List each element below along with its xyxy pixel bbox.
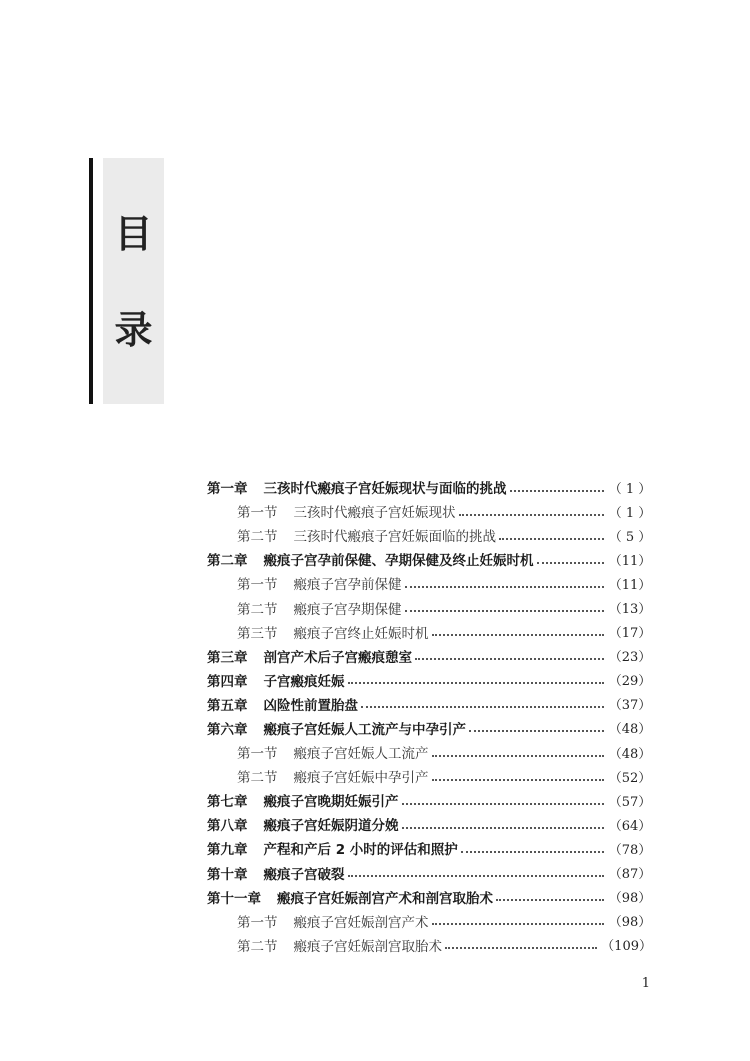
toc-entry-label: 第八章 [207, 818, 248, 835]
toc-entry-label: 第十一章 [207, 890, 261, 907]
toc-entry-title: 剖宫产术后子宫瘢痕憩室 [263, 649, 412, 666]
toc-dot-leader [402, 802, 605, 805]
toc-entry-title: 瘢痕子宫终止妊娠时机 [293, 625, 429, 642]
toc-dot-leader [405, 609, 605, 612]
toc-chapter-entry[interactable] [207, 692, 652, 716]
toc-entry-page: （11） [608, 577, 652, 593]
toc-entry-title: 瘢痕子宫孕前保健、孕期保健及终止妊娠时机 [263, 553, 534, 570]
toc-dot-leader [405, 585, 605, 588]
toc-entry-page: （ 1 ） [608, 481, 652, 497]
toc-entry-label: 第二节 [237, 529, 278, 546]
toc-entry-title: 凶险性前置胎盘 [263, 697, 358, 714]
toc-chapter-entry[interactable] [207, 668, 652, 692]
toc-entry-page: （37） [608, 698, 652, 714]
toc-entry-title: 瘢痕子宫妊娠阴道分娩 [263, 818, 399, 835]
toc-entry-page: （52） [608, 770, 652, 786]
toc-dot-leader [537, 561, 605, 564]
toc-dot-leader [432, 633, 605, 636]
toc-chapter-entry[interactable] [207, 644, 652, 668]
toc-entry-page: （ 1 ） [608, 505, 652, 521]
toc-dot-leader [432, 778, 605, 781]
toc-entry-label: 第一节 [237, 505, 278, 522]
toc-entry-title: 产程和产后 2 小时的评估和照护 [263, 842, 458, 859]
title-accent-bar [89, 158, 93, 404]
toc-entry-title: 三孩时代瘢痕子宫妊娠面临的挑战 [293, 529, 496, 546]
toc-section-entry[interactable] [207, 764, 652, 788]
toc-dot-leader [496, 898, 604, 901]
toc-entry-title: 子宫瘢痕妊娠 [263, 673, 345, 690]
toc-entry-label: 第六章 [207, 721, 248, 738]
toc-entry-page: （87） [608, 867, 652, 883]
toc-dot-leader [459, 513, 605, 516]
toc-section-entry[interactable] [207, 909, 652, 933]
toc-entry-page: （109） [601, 939, 652, 955]
toc-dot-leader [510, 489, 605, 492]
toc-entry-page: （57） [608, 794, 652, 810]
toc-section-entry[interactable] [207, 595, 652, 619]
table-of-contents [207, 475, 652, 957]
toc-section-entry[interactable] [207, 933, 652, 957]
toc-dot-leader [348, 681, 605, 684]
toc-chapter-entry[interactable] [207, 812, 652, 836]
toc-entry-label: 第十章 [207, 866, 248, 883]
toc-entry-page: （11） [608, 553, 652, 569]
toc-entry-title: 三孩时代瘢痕子宫妊娠现状 [293, 505, 456, 522]
toc-entry-title: 瘢痕子宫破裂 [263, 866, 345, 883]
toc-entry-page: （48） [608, 746, 652, 762]
toc-entry-label: 第二节 [237, 601, 278, 618]
toc-entry-page: （ 5 ） [608, 529, 652, 545]
page-number: 1 [641, 976, 650, 991]
toc-section-entry[interactable] [207, 571, 652, 595]
toc-dot-leader [432, 754, 605, 757]
toc-entry-label: 第九章 [207, 842, 248, 859]
title-panel [103, 158, 164, 404]
toc-chapter-entry[interactable] [207, 475, 652, 499]
toc-entry-title: 瘢痕子宫妊娠剖宫产术和剖宫取胎术 [277, 890, 493, 907]
toc-section-entry[interactable] [207, 620, 652, 644]
toc-dot-leader [445, 946, 597, 949]
toc-entry-title: 三孩时代瘢痕子宫妊娠现状与面临的挑战 [263, 481, 507, 498]
toc-entry-title: 瘢痕子宫孕期保健 [293, 601, 402, 618]
toc-dot-leader [402, 826, 605, 829]
toc-entry-label: 第二节 [237, 938, 278, 955]
toc-chapter-entry[interactable] [207, 788, 652, 812]
toc-section-entry[interactable] [207, 499, 652, 523]
toc-entry-page: （13） [608, 602, 652, 618]
toc-entry-page: （48） [608, 722, 652, 738]
toc-dot-leader [461, 850, 604, 853]
toc-entry-title: 瘢痕子宫晚期妊娠引产 [263, 794, 399, 811]
toc-entry-label: 第三节 [237, 625, 278, 642]
toc-entry-label: 第一节 [237, 577, 278, 594]
page-title-char-2: 录 [114, 308, 153, 352]
toc-entry-page: （29） [608, 674, 652, 690]
toc-entry-title: 瘢痕子宫孕前保健 [293, 577, 402, 594]
toc-entry-label: 第二节 [237, 770, 278, 787]
toc-section-entry[interactable] [207, 740, 652, 764]
toc-entry-title: 瘢痕子宫妊娠人工流产 [293, 746, 429, 763]
toc-chapter-entry[interactable] [207, 716, 652, 740]
toc-entry-title: 瘢痕子宫妊娠人工流产与中孕引产 [263, 721, 466, 738]
toc-entry-label: 第七章 [207, 794, 248, 811]
toc-chapter-entry[interactable] [207, 885, 652, 909]
toc-entry-label: 第五章 [207, 697, 248, 714]
toc-section-entry[interactable] [207, 523, 652, 547]
toc-entry-title: 瘢痕子宫妊娠剖宫取胎术 [293, 938, 442, 955]
toc-dot-leader [348, 874, 605, 877]
toc-chapter-entry[interactable] [207, 547, 652, 571]
toc-entry-page: （78） [608, 842, 652, 858]
toc-entry-page: （98） [608, 915, 652, 931]
toc-dot-leader [469, 729, 604, 732]
toc-entry-label: 第一节 [237, 746, 278, 763]
toc-entry-page: （17） [608, 626, 652, 642]
toc-entry-title: 瘢痕子宫妊娠剖宫产术 [293, 914, 429, 931]
toc-dot-leader [415, 657, 604, 660]
toc-dot-leader [361, 705, 604, 708]
toc-entry-page: （98） [608, 891, 652, 907]
toc-entry-title: 瘢痕子宫妊娠中孕引产 [293, 770, 429, 787]
page-title-char-1: 目 [114, 212, 153, 256]
toc-entry-label: 第一章 [207, 481, 248, 498]
toc-entry-page: （23） [608, 650, 652, 666]
toc-entry-label: 第一节 [237, 914, 278, 931]
toc-entry-label: 第四章 [207, 673, 248, 690]
toc-dot-leader [499, 537, 604, 540]
toc-chapter-entry[interactable] [207, 861, 652, 885]
toc-chapter-entry[interactable] [207, 836, 652, 860]
toc-dot-leader [432, 922, 605, 925]
toc-entry-page: （64） [608, 818, 652, 834]
toc-entry-label: 第二章 [207, 553, 248, 570]
toc-entry-label: 第三章 [207, 649, 248, 666]
